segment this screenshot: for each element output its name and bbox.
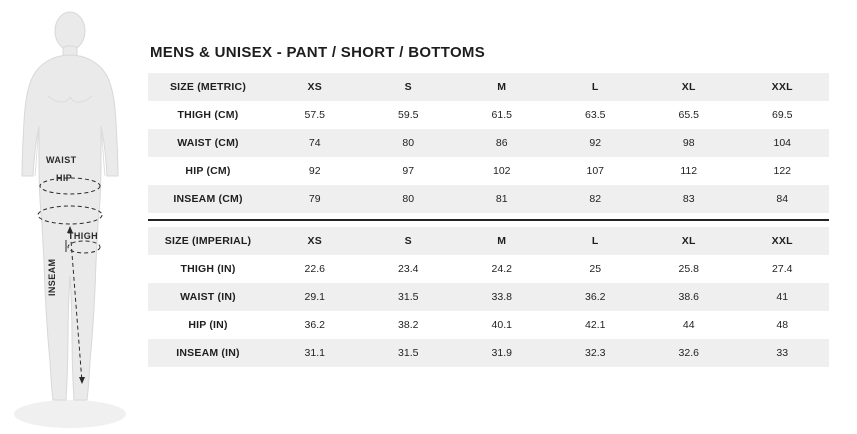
cell: 36.2 xyxy=(268,311,362,339)
row-label: HIP (IN) xyxy=(148,311,268,339)
cell: 25.8 xyxy=(642,255,736,283)
cell: 32.3 xyxy=(549,339,643,367)
row-label: WAIST (CM) xyxy=(148,129,268,157)
cell: 83 xyxy=(642,185,736,213)
table-row xyxy=(148,101,829,129)
table-row xyxy=(148,311,829,339)
cell: 32.6 xyxy=(642,339,736,367)
cell: 38.2 xyxy=(362,311,456,339)
column-header-l: L xyxy=(549,73,643,101)
cell: 31.1 xyxy=(268,339,362,367)
cell: 112 xyxy=(642,157,736,185)
row-label: INSEAM (IN) xyxy=(148,339,268,367)
cell: 102 xyxy=(455,157,549,185)
table-header-row xyxy=(148,73,829,101)
section-divider xyxy=(148,219,829,221)
imperial-size-table xyxy=(148,227,829,367)
column-header-xl: XL xyxy=(642,73,736,101)
cell: 63.5 xyxy=(549,101,643,129)
cell: 22.6 xyxy=(268,255,362,283)
figure-label-hip: HIP xyxy=(56,173,73,183)
column-header-m: M xyxy=(455,73,549,101)
cell: 48 xyxy=(736,311,830,339)
cell: 74 xyxy=(268,129,362,157)
row-label: WAIST (IN) xyxy=(148,283,268,311)
cell: 80 xyxy=(362,185,456,213)
cell: 84 xyxy=(736,185,830,213)
table-row xyxy=(148,129,829,157)
cell: 24.2 xyxy=(455,255,549,283)
cell: 92 xyxy=(268,157,362,185)
body-measurement-figure xyxy=(0,0,140,434)
table-header-row xyxy=(148,227,829,255)
cell: 31.9 xyxy=(455,339,549,367)
cell: 82 xyxy=(549,185,643,213)
cell: 23.4 xyxy=(362,255,456,283)
cell: 69.5 xyxy=(736,101,830,129)
cell: 38.6 xyxy=(642,283,736,311)
cell: 104 xyxy=(736,129,830,157)
cell: 79 xyxy=(268,185,362,213)
column-header-xxl: XXL xyxy=(736,227,830,255)
cell: 33.8 xyxy=(455,283,549,311)
imperial-header-label: SIZE (IMPERIAL) xyxy=(148,227,268,255)
page-title: MENS & UNISEX - PANT / SHORT / BOTTOMS xyxy=(150,44,486,61)
cell: 107 xyxy=(549,157,643,185)
cell: 61.5 xyxy=(455,101,549,129)
cell: 92 xyxy=(549,129,643,157)
column-header-xxl: XXL xyxy=(736,73,830,101)
cell: 97 xyxy=(362,157,456,185)
figure-label-waist: WAIST xyxy=(46,155,77,165)
cell: 27.4 xyxy=(736,255,830,283)
cell: 98 xyxy=(642,129,736,157)
table-row xyxy=(148,255,829,283)
table-row xyxy=(148,157,829,185)
cell: 29.1 xyxy=(268,283,362,311)
cell: 57.5 xyxy=(268,101,362,129)
column-header-xl: XL xyxy=(642,227,736,255)
cell: 41 xyxy=(736,283,830,311)
cell: 80 xyxy=(362,129,456,157)
column-header-xs: XS xyxy=(268,73,362,101)
cell: 122 xyxy=(736,157,830,185)
row-label: THIGH (IN) xyxy=(148,255,268,283)
metric-header-label: SIZE (METRIC) xyxy=(148,73,268,101)
cell: 44 xyxy=(642,311,736,339)
figure-label-thigh: THIGH xyxy=(68,231,98,241)
column-header-s: S xyxy=(362,227,456,255)
column-header-s: S xyxy=(362,73,456,101)
cell: 31.5 xyxy=(362,339,456,367)
table-row xyxy=(148,339,829,367)
table-row xyxy=(148,185,829,213)
cell: 40.1 xyxy=(455,311,549,339)
cell: 59.5 xyxy=(362,101,456,129)
figure-label-inseam: INSEAM xyxy=(47,258,57,296)
size-tables xyxy=(140,0,857,434)
column-header-xs: XS xyxy=(268,227,362,255)
column-header-m: M xyxy=(455,227,549,255)
cell: 33 xyxy=(736,339,830,367)
cell: 65.5 xyxy=(642,101,736,129)
cell: 31.5 xyxy=(362,283,456,311)
row-label: HIP (CM) xyxy=(148,157,268,185)
cell: 86 xyxy=(455,129,549,157)
male-body-silhouette-icon xyxy=(0,0,140,434)
cell: 36.2 xyxy=(549,283,643,311)
cell: 81 xyxy=(455,185,549,213)
metric-size-table xyxy=(148,73,829,213)
column-header-l: L xyxy=(549,227,643,255)
row-label: INSEAM (CM) xyxy=(148,185,268,213)
cell: 42.1 xyxy=(549,311,643,339)
row-label: THIGH (CM) xyxy=(148,101,268,129)
table-row xyxy=(148,283,829,311)
cell: 25 xyxy=(549,255,643,283)
